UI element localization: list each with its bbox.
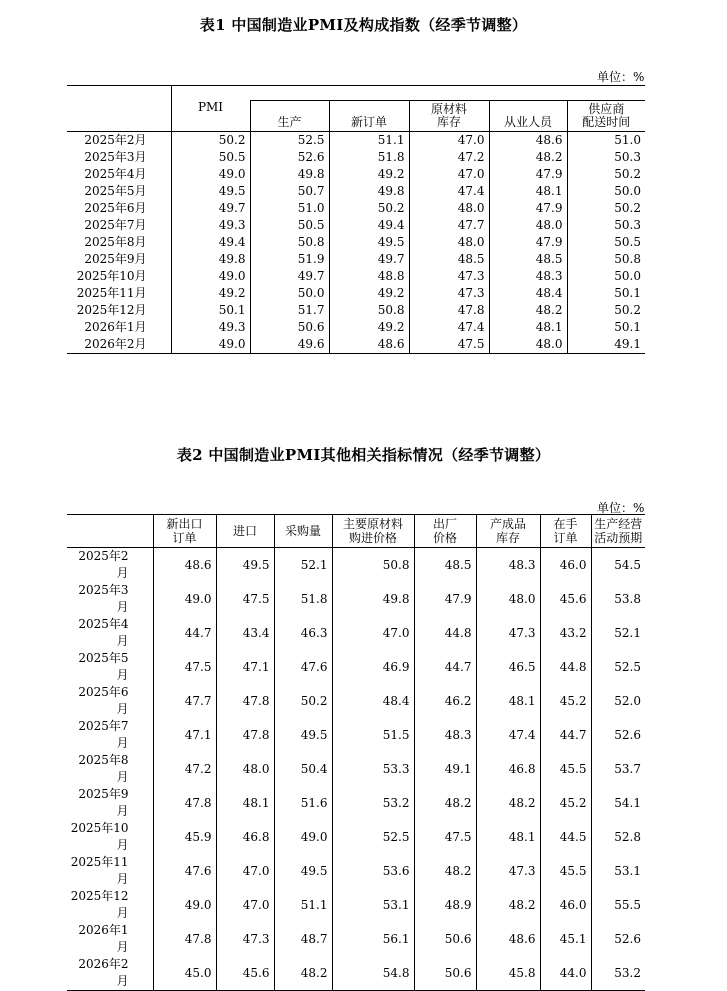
table-cell: 44.7: [540, 718, 591, 752]
table-row: [67, 251, 645, 268]
table-row: [67, 200, 645, 217]
table2-header-purchase-volume: 采购量: [274, 515, 332, 548]
header-line: 新出口: [166, 517, 203, 531]
table-cell: 53.8: [591, 582, 645, 616]
row-label: 2026年2月: [78, 957, 129, 988]
table-cell: 51.9: [250, 251, 329, 268]
table-cell: 52.6: [591, 922, 645, 956]
table2-header-finished-goods-inventory: [476, 515, 540, 548]
table-cell: 47.7: [409, 217, 489, 234]
table-cell: 50.3: [567, 217, 645, 234]
table-cell: 51.1: [329, 132, 409, 150]
row-label: 2025年5月: [84, 184, 147, 198]
table-cell: 49.2: [329, 319, 409, 336]
table-row: [67, 854, 645, 888]
table-row: [67, 650, 645, 684]
table-cell: 48.6: [476, 922, 540, 956]
table-cell: 54.1: [591, 786, 645, 820]
table-cell: 44.7: [414, 650, 476, 684]
row-label: 2026年2月: [84, 337, 147, 351]
header-line: 主要原材料: [342, 517, 403, 531]
table-cell: 49.2: [171, 285, 250, 302]
table-cell: 47.5: [153, 650, 216, 684]
table-cell: 49.5: [171, 183, 250, 200]
table-cell: 48.1: [489, 183, 567, 200]
table-cell: 49.3: [171, 217, 250, 234]
table-row: [67, 786, 645, 820]
table-cell: 50.2: [567, 302, 645, 319]
table-cell: 48.4: [489, 285, 567, 302]
table-cell: 47.4: [476, 718, 540, 752]
table-cell: 50.2: [329, 200, 409, 217]
header-line: 供应商: [588, 102, 625, 116]
table-row: [67, 956, 645, 991]
table-cell: 50.1: [171, 302, 250, 319]
table-cell: 49.0: [171, 336, 250, 354]
table-cell: 44.0: [540, 956, 591, 991]
table-row: [67, 820, 645, 854]
header-line: 购进价格: [348, 531, 397, 545]
table2-header-output-prices: [414, 515, 476, 548]
table-row: [67, 718, 645, 752]
table-cell: 49.0: [171, 268, 250, 285]
table-row: [67, 166, 645, 183]
table-cell: 47.9: [489, 234, 567, 251]
table-row: [67, 268, 645, 285]
table-row: [67, 888, 645, 922]
table-cell: 48.4: [332, 684, 414, 718]
table-cell: 51.1: [274, 888, 332, 922]
table-cell: 48.1: [476, 684, 540, 718]
table-cell: 47.5: [216, 582, 274, 616]
row-label: 2025年3月: [84, 150, 147, 164]
table-cell: 48.0: [489, 217, 567, 234]
row-label: 2025年9月: [78, 787, 129, 818]
table-cell: 53.1: [591, 854, 645, 888]
table-cell: 49.8: [332, 582, 414, 616]
table-cell: 46.8: [216, 820, 274, 854]
table-cell: 48.2: [476, 786, 540, 820]
table-cell: 51.5: [332, 718, 414, 752]
table1-header-raw-material-inventory: [409, 101, 489, 132]
table-row: [67, 149, 645, 166]
table-cell: 47.7: [153, 684, 216, 718]
table-cell: 47.6: [274, 650, 332, 684]
table-cell: 45.1: [540, 922, 591, 956]
table-cell: 52.6: [250, 149, 329, 166]
table-cell: 47.1: [216, 650, 274, 684]
table-cell: 45.9: [153, 820, 216, 854]
table-cell: 48.6: [329, 336, 409, 354]
table-cell: 48.1: [476, 820, 540, 854]
table-cell: 45.2: [540, 786, 591, 820]
table-cell: 49.2: [329, 166, 409, 183]
table2-header-new-export-orders: [153, 515, 216, 548]
table-cell: 50.0: [250, 285, 329, 302]
row-label: 2026年1月: [78, 923, 129, 954]
table-cell: 52.1: [591, 616, 645, 650]
table-cell: 47.2: [153, 752, 216, 786]
table-cell: 54.8: [332, 956, 414, 991]
row-label: 2025年11月: [70, 855, 129, 886]
table-cell: 52.5: [591, 650, 645, 684]
table2-header-backlog-orders: [540, 515, 591, 548]
table-cell: 49.5: [274, 854, 332, 888]
header-line: 出厂: [432, 517, 457, 531]
row-label: 2025年8月: [84, 235, 147, 249]
table-cell: 50.2: [567, 166, 645, 183]
table1-header-supplier-delivery: [567, 101, 645, 132]
table-row: [67, 234, 645, 251]
table-cell: 47.0: [409, 166, 489, 183]
table-cell: 50.6: [414, 956, 476, 991]
table-cell: 45.6: [540, 582, 591, 616]
table-cell: 47.9: [414, 582, 476, 616]
table-cell: 50.5: [567, 234, 645, 251]
table-cell: 47.0: [409, 132, 489, 150]
table-cell: 52.0: [591, 684, 645, 718]
table-cell: 48.5: [414, 548, 476, 583]
table-cell: 49.0: [153, 888, 216, 922]
table-cell: 48.0: [409, 200, 489, 217]
table-cell: 48.0: [476, 582, 540, 616]
table-cell: 51.7: [250, 302, 329, 319]
table-cell: 47.0: [332, 616, 414, 650]
header-line: 产成品: [489, 517, 526, 531]
row-label: 2025年5月: [78, 651, 129, 682]
table-cell: 47.8: [409, 302, 489, 319]
table-cell: 46.0: [540, 548, 591, 583]
table-row: [67, 285, 645, 302]
table-cell: 47.3: [216, 922, 274, 956]
header-line: 订单: [172, 531, 197, 545]
header-line: 订单: [553, 531, 578, 545]
table-cell: 52.8: [591, 820, 645, 854]
table-cell: 45.8: [476, 956, 540, 991]
table-cell: 53.2: [332, 786, 414, 820]
table-cell: 47.3: [409, 268, 489, 285]
header-line: 在手: [553, 517, 578, 531]
table2-header-input-prices: [332, 515, 414, 548]
table-cell: 48.2: [414, 786, 476, 820]
table-cell: 47.6: [153, 854, 216, 888]
table-row: [67, 302, 645, 319]
table-cell: 51.0: [250, 200, 329, 217]
table2-corner-cell: [67, 515, 153, 548]
table-cell: 49.4: [171, 234, 250, 251]
table-cell: 49.0: [153, 582, 216, 616]
table-cell: 49.7: [250, 268, 329, 285]
table-cell: 49.1: [414, 752, 476, 786]
table-cell: 48.3: [476, 548, 540, 583]
table2-unit: 单位：%: [597, 501, 645, 515]
header-line: 生产经营: [594, 517, 643, 531]
table-cell: 46.5: [476, 650, 540, 684]
row-label: 2026年1月: [84, 320, 147, 334]
table-cell: 49.0: [274, 820, 332, 854]
header-line: 库存: [436, 115, 461, 129]
table-cell: 51.8: [274, 582, 332, 616]
table-row: [67, 752, 645, 786]
table-cell: 49.7: [329, 251, 409, 268]
table-cell: 50.0: [567, 183, 645, 200]
row-label: 2025年2月: [78, 549, 129, 580]
row-label: 2025年9月: [84, 252, 147, 266]
table-row: [67, 217, 645, 234]
table-cell: 46.8: [476, 752, 540, 786]
table-cell: 48.5: [489, 251, 567, 268]
row-label: 2025年12月: [76, 303, 147, 317]
table-cell: 47.3: [476, 616, 540, 650]
table-cell: 49.8: [171, 251, 250, 268]
table-cell: 49.5: [216, 548, 274, 583]
table-cell: 54.5: [591, 548, 645, 583]
table-cell: 50.1: [567, 319, 645, 336]
table-cell: 45.2: [540, 684, 591, 718]
table-cell: 48.1: [489, 319, 567, 336]
table-row: [67, 616, 645, 650]
table-cell: 50.2: [567, 200, 645, 217]
table-cell: 50.1: [567, 285, 645, 302]
table-cell: 50.2: [171, 132, 250, 150]
table-cell: 46.3: [274, 616, 332, 650]
header-line: 配送时间: [582, 115, 631, 129]
table-cell: 52.5: [332, 820, 414, 854]
table-cell: 49.5: [274, 718, 332, 752]
table-cell: 45.6: [216, 956, 274, 991]
table-cell: 47.0: [216, 888, 274, 922]
table-row: [67, 548, 645, 583]
table-cell: 48.7: [274, 922, 332, 956]
table-cell: 47.3: [476, 854, 540, 888]
row-label: 2025年4月: [84, 167, 147, 181]
table-cell: 48.0: [489, 336, 567, 354]
table-cell: 48.0: [216, 752, 274, 786]
table2-header-business-expectations: [591, 515, 645, 548]
row-label: 2025年10月: [70, 821, 129, 852]
table-cell: 45.0: [153, 956, 216, 991]
table-cell: 50.8: [329, 302, 409, 319]
table-cell: 43.4: [216, 616, 274, 650]
table-row: [67, 582, 645, 616]
table2-body: [67, 548, 645, 991]
table-cell: 48.9: [414, 888, 476, 922]
table-cell: 47.8: [216, 718, 274, 752]
table1-body: [67, 132, 645, 354]
table-cell: 49.2: [329, 285, 409, 302]
table-cell: 48.3: [489, 268, 567, 285]
table-cell: 50.8: [332, 548, 414, 583]
table-cell: 47.0: [216, 854, 274, 888]
table-cell: 48.0: [409, 234, 489, 251]
table1-pmi-components: [67, 85, 645, 354]
table-cell: 47.2: [409, 149, 489, 166]
table-cell: 53.7: [591, 752, 645, 786]
header-line: 价格: [432, 531, 457, 545]
row-label: 2025年6月: [84, 201, 147, 215]
table-cell: 44.8: [540, 650, 591, 684]
table-cell: 45.5: [540, 854, 591, 888]
table1-header-top-spacer: [250, 86, 645, 101]
row-label: 2025年2月: [84, 133, 147, 147]
table-cell: 50.8: [250, 234, 329, 251]
table-cell: 53.6: [332, 854, 414, 888]
table-cell: 53.2: [591, 956, 645, 991]
row-label: 2025年7月: [84, 218, 147, 232]
table-cell: 47.3: [409, 285, 489, 302]
table-cell: 48.6: [153, 548, 216, 583]
header-line: 活动预期: [594, 531, 643, 545]
table1-header-pmi: PMI: [171, 86, 250, 132]
table-cell: 48.2: [489, 149, 567, 166]
table-cell: 47.8: [153, 786, 216, 820]
table-cell: 50.7: [250, 183, 329, 200]
table-cell: 49.5: [329, 234, 409, 251]
table-cell: 49.3: [171, 319, 250, 336]
table-cell: 46.9: [332, 650, 414, 684]
table-cell: 50.6: [414, 922, 476, 956]
row-label: 2025年11月: [76, 286, 147, 300]
table1-header-new-orders: 新订单: [329, 101, 409, 132]
row-label: 2025年7月: [78, 719, 129, 750]
table-cell: 46.0: [540, 888, 591, 922]
table-cell: 52.6: [591, 718, 645, 752]
table-cell: 44.5: [540, 820, 591, 854]
table-cell: 50.5: [250, 217, 329, 234]
table-cell: 51.0: [567, 132, 645, 150]
table2-title: 表2 中国制造业PMI其他相关指标情况（经季节调整）: [176, 446, 551, 464]
table-row: [67, 319, 645, 336]
row-label: 2025年3月: [78, 583, 129, 614]
header-line: 库存: [495, 531, 520, 545]
table-cell: 55.5: [591, 888, 645, 922]
row-label: 2025年12月: [70, 889, 129, 920]
table1-header-employment: 从业人员: [489, 101, 567, 132]
table-row: [67, 922, 645, 956]
table-cell: 53.1: [332, 888, 414, 922]
table1-corner-cell: [67, 86, 171, 132]
row-label: 2025年8月: [78, 753, 129, 784]
table-cell: 48.2: [414, 854, 476, 888]
table-cell: 50.5: [171, 149, 250, 166]
table-cell: 50.6: [250, 319, 329, 336]
table-row: [67, 684, 645, 718]
table-cell: 49.8: [250, 166, 329, 183]
table-cell: 53.3: [332, 752, 414, 786]
table-cell: 48.2: [476, 888, 540, 922]
table-cell: 56.1: [332, 922, 414, 956]
table-cell: 46.2: [414, 684, 476, 718]
table-cell: 50.0: [567, 268, 645, 285]
table-cell: 52.5: [250, 132, 329, 150]
table-cell: 49.0: [171, 166, 250, 183]
table-cell: 48.2: [489, 302, 567, 319]
table-cell: 51.6: [274, 786, 332, 820]
table-cell: 49.8: [329, 183, 409, 200]
table-cell: 49.6: [250, 336, 329, 354]
table-row: [67, 132, 645, 150]
table-cell: 47.1: [153, 718, 216, 752]
table-cell: 49.1: [567, 336, 645, 354]
table-cell: 50.8: [567, 251, 645, 268]
table-cell: 50.2: [274, 684, 332, 718]
table-cell: 52.1: [274, 548, 332, 583]
table-cell: 48.1: [216, 786, 274, 820]
table-cell: 48.2: [274, 956, 332, 991]
table-cell: 51.8: [329, 149, 409, 166]
header-line: 原材料: [430, 102, 467, 116]
table-cell: 47.5: [409, 336, 489, 354]
table2-other-indicators: [67, 514, 645, 991]
table-cell: 50.3: [567, 149, 645, 166]
row-label: 2025年10月: [76, 269, 147, 283]
table-cell: 47.8: [153, 922, 216, 956]
table-cell: 48.5: [409, 251, 489, 268]
table-cell: 49.4: [329, 217, 409, 234]
table-cell: 47.8: [216, 684, 274, 718]
table1-title: 表1 中国制造业PMI及构成指数（经季节调整）: [199, 16, 528, 34]
table-cell: 47.4: [409, 183, 489, 200]
table-cell: 45.5: [540, 752, 591, 786]
table1-header-production: 生产: [250, 101, 329, 132]
table-row: [67, 336, 645, 354]
table-cell: 47.9: [489, 200, 567, 217]
row-label: 2025年6月: [78, 685, 129, 716]
table-cell: 48.3: [414, 718, 476, 752]
table-cell: 50.4: [274, 752, 332, 786]
table2-header-imports: 进口: [216, 515, 274, 548]
table-cell: 47.4: [409, 319, 489, 336]
table-row: [67, 183, 645, 200]
table-cell: 47.5: [414, 820, 476, 854]
table-cell: 48.6: [489, 132, 567, 150]
table-cell: 49.7: [171, 200, 250, 217]
table-cell: 48.8: [329, 268, 409, 285]
table-cell: 43.2: [540, 616, 591, 650]
table1-unit: 单位：%: [597, 70, 645, 84]
table-cell: 44.8: [414, 616, 476, 650]
table-cell: 44.7: [153, 616, 216, 650]
row-label: 2025年4月: [78, 617, 129, 648]
table-cell: 47.9: [489, 166, 567, 183]
